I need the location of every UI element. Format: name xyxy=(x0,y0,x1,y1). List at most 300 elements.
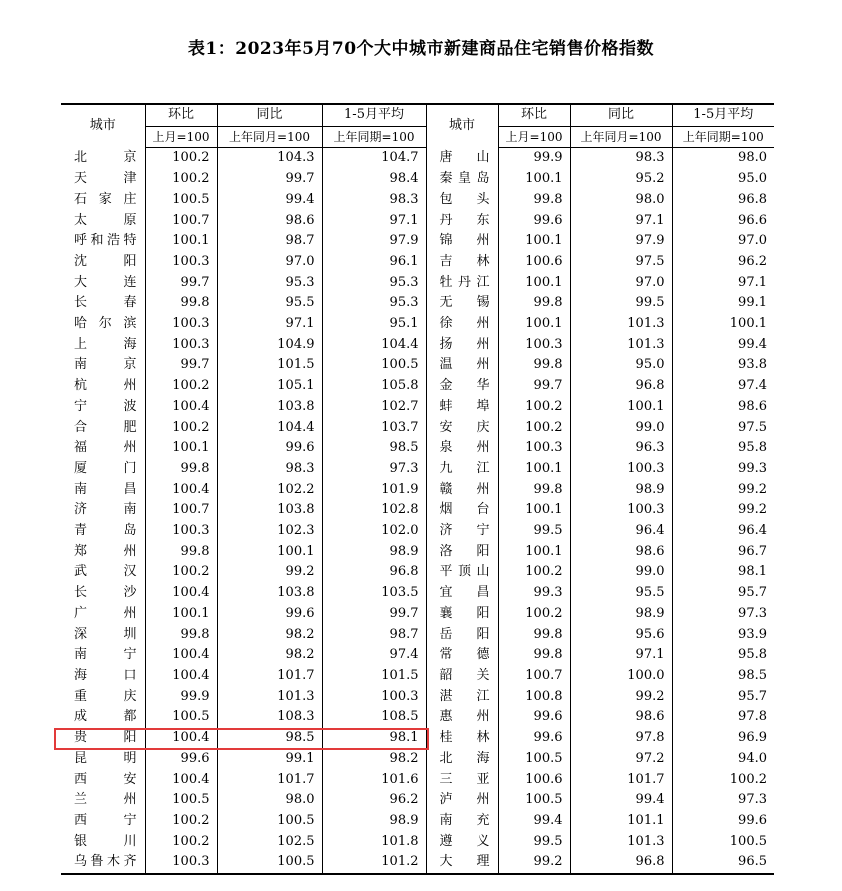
cell-mom: 99.6 xyxy=(498,728,570,749)
cell-avg: 97.3 xyxy=(672,790,774,811)
cell-yoy: 102.5 xyxy=(217,832,322,853)
header-yoy: 同比 xyxy=(217,104,322,126)
cell-mom: 99.7 xyxy=(498,376,570,397)
cell-city: 大理 xyxy=(426,852,498,874)
cell-mom: 100.3 xyxy=(145,521,217,542)
cell-avg: 105.8 xyxy=(322,376,426,397)
cell-city: 兰州 xyxy=(74,792,137,808)
cell-yoy: 96.8 xyxy=(570,376,672,397)
subheader-yoy: 上年同月=100 xyxy=(217,126,322,148)
cell-mom: 100.5 xyxy=(498,749,570,770)
cell-city: 北海 xyxy=(426,749,498,770)
cell-mom: 100.2 xyxy=(498,397,570,418)
cell-avg: 101.6 xyxy=(322,770,426,791)
cell-yoy: 103.8 xyxy=(217,500,322,521)
cell-mom: 100.2 xyxy=(145,376,217,397)
cell-avg: 101.8 xyxy=(322,832,426,853)
cell-yoy: 100.5 xyxy=(217,852,322,874)
table-row xyxy=(61,500,774,521)
cell-mom: 100.2 xyxy=(145,811,217,832)
table-row xyxy=(61,397,774,418)
cell-yoy: 99.5 xyxy=(570,293,672,314)
cell-avg: 95.3 xyxy=(322,273,426,294)
cell-avg: 95.1 xyxy=(322,314,426,335)
table-row xyxy=(61,583,774,604)
table-row xyxy=(61,169,774,190)
cell-yoy: 99.7 xyxy=(217,169,322,190)
cell-yoy: 100.0 xyxy=(570,666,672,687)
cell-mom: 100.1 xyxy=(498,273,570,294)
cell-mom: 99.8 xyxy=(145,293,217,314)
cell-city: 金华 xyxy=(426,376,498,397)
cell-avg: 97.3 xyxy=(672,604,774,625)
cell-avg: 97.4 xyxy=(672,376,774,397)
price-index-table xyxy=(61,103,774,875)
cell-avg: 95.0 xyxy=(672,169,774,190)
cell-city: 长沙 xyxy=(74,585,137,601)
cell-mom: 100.1 xyxy=(145,604,217,625)
cell-mom: 100.3 xyxy=(145,335,217,356)
cell-avg: 98.0 xyxy=(672,148,774,169)
cell-mom: 99.9 xyxy=(498,148,570,169)
cell-yoy: 101.7 xyxy=(217,770,322,791)
cell-yoy: 101.7 xyxy=(570,770,672,791)
cell-city: 银川 xyxy=(74,833,137,849)
cell-yoy: 97.0 xyxy=(217,252,322,273)
cell-city: 九江 xyxy=(426,459,498,480)
cell-avg: 98.5 xyxy=(322,438,426,459)
cell-city: 昆明 xyxy=(74,750,137,766)
cell-yoy: 98.6 xyxy=(570,707,672,728)
cell-yoy: 97.0 xyxy=(570,273,672,294)
cell-mom: 100.3 xyxy=(498,335,570,356)
table-row xyxy=(61,252,774,273)
cell-city: 海口 xyxy=(74,667,137,683)
cell-mom: 100.2 xyxy=(145,169,217,190)
cell-avg: 96.5 xyxy=(672,852,774,874)
cell-yoy: 98.0 xyxy=(217,790,322,811)
cell-mom: 100.5 xyxy=(145,707,217,728)
cell-avg: 98.3 xyxy=(322,190,426,211)
cell-city: 惠州 xyxy=(426,707,498,728)
cell-yoy: 98.6 xyxy=(570,542,672,563)
cell-yoy: 99.6 xyxy=(217,604,322,625)
cell-avg: 98.1 xyxy=(322,728,426,749)
table-row xyxy=(61,273,774,294)
cell-city: 温州 xyxy=(426,355,498,376)
cell-city: 长春 xyxy=(74,295,137,311)
cell-avg: 95.8 xyxy=(672,438,774,459)
table-row xyxy=(61,645,774,666)
cell-mom: 100.8 xyxy=(498,687,570,708)
cell-yoy: 97.1 xyxy=(217,314,322,335)
cell-yoy: 95.0 xyxy=(570,355,672,376)
cell-mom: 99.6 xyxy=(498,707,570,728)
cell-city: 青岛 xyxy=(74,523,137,539)
cell-city: 安庆 xyxy=(426,418,498,439)
cell-mom: 100.6 xyxy=(498,252,570,273)
cell-mom: 100.7 xyxy=(145,211,217,232)
cell-mom: 100.5 xyxy=(145,190,217,211)
cell-yoy: 101.3 xyxy=(570,314,672,335)
cell-avg: 96.4 xyxy=(672,521,774,542)
cell-yoy: 100.3 xyxy=(570,500,672,521)
table-row xyxy=(61,480,774,501)
cell-avg: 96.8 xyxy=(322,562,426,583)
cell-mom: 100.4 xyxy=(145,583,217,604)
table-row xyxy=(61,459,774,480)
cell-avg: 96.2 xyxy=(672,252,774,273)
cell-mom: 99.8 xyxy=(145,625,217,646)
cell-avg: 98.7 xyxy=(322,625,426,646)
cell-yoy: 100.1 xyxy=(570,397,672,418)
table-body xyxy=(61,148,774,874)
cell-yoy: 103.8 xyxy=(217,583,322,604)
cell-city: 宜昌 xyxy=(426,583,498,604)
cell-yoy: 97.1 xyxy=(570,645,672,666)
cell-avg: 99.1 xyxy=(672,293,774,314)
cell-yoy: 98.5 xyxy=(217,728,322,749)
cell-yoy: 99.0 xyxy=(570,418,672,439)
cell-city: 广州 xyxy=(74,605,137,621)
cell-avg: 97.4 xyxy=(322,645,426,666)
cell-city: 深圳 xyxy=(74,626,137,642)
table-row xyxy=(61,376,774,397)
table-row xyxy=(61,438,774,459)
cell-city: 贵阳 xyxy=(74,730,137,746)
cell-mom: 100.4 xyxy=(145,728,217,749)
cell-avg: 104.7 xyxy=(322,148,426,169)
cell-mom: 100.1 xyxy=(145,438,217,459)
cell-avg: 97.3 xyxy=(322,459,426,480)
cell-city: 锦州 xyxy=(426,231,498,252)
cell-city: 扬州 xyxy=(426,335,498,356)
cell-yoy: 100.1 xyxy=(217,542,322,563)
cell-city: 蚌埠 xyxy=(426,397,498,418)
cell-avg: 95.3 xyxy=(322,293,426,314)
cell-yoy: 103.8 xyxy=(217,397,322,418)
cell-yoy: 95.5 xyxy=(570,583,672,604)
cell-city: 成都 xyxy=(74,709,137,725)
cell-city: 烟台 xyxy=(426,500,498,521)
cell-yoy: 98.9 xyxy=(570,480,672,501)
cell-avg: 96.7 xyxy=(672,542,774,563)
subheader-mom: 上月=100 xyxy=(498,126,570,148)
cell-yoy: 98.7 xyxy=(217,231,322,252)
header-city: 城市 xyxy=(426,104,498,148)
cell-mom: 100.7 xyxy=(145,500,217,521)
table-row xyxy=(61,687,774,708)
cell-city: 北京 xyxy=(74,150,137,166)
cell-yoy: 97.2 xyxy=(570,749,672,770)
cell-yoy: 98.6 xyxy=(217,211,322,232)
table-row xyxy=(61,728,774,749)
cell-avg: 99.3 xyxy=(672,459,774,480)
cell-avg: 103.5 xyxy=(322,583,426,604)
cell-mom: 100.2 xyxy=(498,418,570,439)
cell-mom: 100.3 xyxy=(145,852,217,874)
header-mom: 环比 xyxy=(498,104,570,126)
cell-city: 济宁 xyxy=(426,521,498,542)
cell-mom: 99.3 xyxy=(498,583,570,604)
cell-city: 石家庄 xyxy=(74,191,137,207)
cell-avg: 102.0 xyxy=(322,521,426,542)
cell-yoy: 95.6 xyxy=(570,625,672,646)
header-avg: 1-5月平均 xyxy=(322,104,426,126)
cell-city: 赣州 xyxy=(426,480,498,501)
cell-mom: 99.8 xyxy=(498,480,570,501)
cell-yoy: 108.3 xyxy=(217,707,322,728)
cell-mom: 99.8 xyxy=(498,355,570,376)
header-yoy: 同比 xyxy=(570,104,672,126)
cell-avg: 94.0 xyxy=(672,749,774,770)
table-row xyxy=(61,666,774,687)
cell-avg: 100.5 xyxy=(322,355,426,376)
cell-mom: 100.1 xyxy=(498,500,570,521)
table-row xyxy=(61,562,774,583)
cell-avg: 97.0 xyxy=(672,231,774,252)
cell-city: 丹东 xyxy=(426,211,498,232)
cell-yoy: 95.2 xyxy=(570,169,672,190)
table-title: 表1：2023年5月70个大中城市新建商品住宅销售价格指数 xyxy=(187,39,655,59)
subheader-avg: 上年同期=100 xyxy=(322,126,426,148)
cell-avg: 98.1 xyxy=(672,562,774,583)
cell-yoy: 99.4 xyxy=(217,190,322,211)
cell-city: 唐山 xyxy=(426,148,498,169)
cell-mom: 99.2 xyxy=(498,852,570,874)
cell-mom: 99.4 xyxy=(498,811,570,832)
cell-yoy: 97.9 xyxy=(570,231,672,252)
cell-mom: 99.8 xyxy=(145,459,217,480)
cell-yoy: 97.1 xyxy=(570,211,672,232)
cell-city: 包头 xyxy=(426,190,498,211)
cell-avg: 99.2 xyxy=(672,480,774,501)
cell-mom: 100.2 xyxy=(145,148,217,169)
cell-avg: 99.2 xyxy=(672,500,774,521)
cell-city: 韶关 xyxy=(426,666,498,687)
cell-avg: 101.5 xyxy=(322,666,426,687)
cell-avg: 99.7 xyxy=(322,604,426,625)
cell-mom: 99.7 xyxy=(145,273,217,294)
cell-city: 岳阳 xyxy=(426,625,498,646)
cell-city: 襄阳 xyxy=(426,604,498,625)
cell-mom: 100.1 xyxy=(498,231,570,252)
cell-city: 郑州 xyxy=(74,543,137,559)
table-row xyxy=(61,811,774,832)
cell-avg: 100.2 xyxy=(672,770,774,791)
cell-avg: 96.9 xyxy=(672,728,774,749)
table-row xyxy=(61,770,774,791)
cell-yoy: 100.5 xyxy=(217,811,322,832)
cell-yoy: 102.3 xyxy=(217,521,322,542)
cell-avg: 100.3 xyxy=(322,687,426,708)
cell-mom: 100.3 xyxy=(145,314,217,335)
table-row xyxy=(61,604,774,625)
header-mom: 环比 xyxy=(145,104,217,126)
cell-city: 吉林 xyxy=(426,252,498,273)
cell-city: 南充 xyxy=(426,811,498,832)
cell-avg: 98.9 xyxy=(322,811,426,832)
cell-yoy: 104.4 xyxy=(217,418,322,439)
cell-yoy: 98.3 xyxy=(217,459,322,480)
cell-mom: 99.8 xyxy=(498,293,570,314)
table-row xyxy=(61,190,774,211)
cell-avg: 95.8 xyxy=(672,645,774,666)
cell-yoy: 101.1 xyxy=(570,811,672,832)
cell-avg: 96.2 xyxy=(322,790,426,811)
cell-yoy: 95.5 xyxy=(217,293,322,314)
cell-avg: 98.4 xyxy=(322,169,426,190)
cell-avg: 99.4 xyxy=(672,335,774,356)
cell-city: 泸州 xyxy=(426,790,498,811)
cell-avg: 97.5 xyxy=(672,418,774,439)
cell-yoy: 101.5 xyxy=(217,355,322,376)
cell-mom: 99.8 xyxy=(498,645,570,666)
cell-city: 南昌 xyxy=(74,481,137,497)
cell-avg: 100.5 xyxy=(672,832,774,853)
cell-yoy: 101.3 xyxy=(217,687,322,708)
cell-avg: 103.7 xyxy=(322,418,426,439)
cell-yoy: 101.3 xyxy=(570,335,672,356)
table-row xyxy=(61,314,774,335)
cell-avg: 98.2 xyxy=(322,749,426,770)
cell-yoy: 99.4 xyxy=(570,790,672,811)
cell-avg: 97.1 xyxy=(672,273,774,294)
cell-city: 南京 xyxy=(74,357,137,373)
table-row xyxy=(61,852,774,874)
cell-mom: 100.2 xyxy=(145,418,217,439)
cell-avg: 102.7 xyxy=(322,397,426,418)
cell-yoy: 98.2 xyxy=(217,645,322,666)
cell-yoy: 98.3 xyxy=(570,148,672,169)
cell-avg: 97.8 xyxy=(672,707,774,728)
cell-avg: 98.5 xyxy=(672,666,774,687)
cell-city: 遵义 xyxy=(426,832,498,853)
cell-city: 宁波 xyxy=(74,398,137,414)
cell-mom: 100.4 xyxy=(145,397,217,418)
cell-avg: 93.9 xyxy=(672,625,774,646)
cell-mom: 99.7 xyxy=(145,355,217,376)
cell-city: 牡丹江 xyxy=(426,273,498,294)
cell-city: 常德 xyxy=(426,645,498,666)
cell-yoy: 98.9 xyxy=(570,604,672,625)
cell-avg: 96.6 xyxy=(672,211,774,232)
cell-yoy: 96.4 xyxy=(570,521,672,542)
cell-mom: 99.5 xyxy=(498,832,570,853)
cell-mom: 100.4 xyxy=(145,770,217,791)
cell-yoy: 97.8 xyxy=(570,728,672,749)
cell-mom: 99.6 xyxy=(145,749,217,770)
table-row xyxy=(61,625,774,646)
cell-avg: 98.9 xyxy=(322,542,426,563)
cell-city: 洛阳 xyxy=(426,542,498,563)
cell-yoy: 99.2 xyxy=(217,562,322,583)
cell-city: 呼和浩特 xyxy=(74,233,137,249)
cell-city: 乌鲁木齐 xyxy=(61,852,145,874)
cell-city: 济南 xyxy=(74,502,137,518)
cell-avg: 96.8 xyxy=(672,190,774,211)
cell-avg: 97.9 xyxy=(322,231,426,252)
cell-yoy: 96.3 xyxy=(570,438,672,459)
table-row xyxy=(61,832,774,853)
cell-avg: 104.4 xyxy=(322,335,426,356)
cell-yoy: 99.6 xyxy=(217,438,322,459)
cell-mom: 100.1 xyxy=(498,542,570,563)
cell-mom: 100.3 xyxy=(145,252,217,273)
cell-mom: 99.5 xyxy=(498,521,570,542)
cell-mom: 100.1 xyxy=(145,231,217,252)
cell-mom: 100.3 xyxy=(498,438,570,459)
cell-city: 南宁 xyxy=(74,647,137,663)
cell-city: 太原 xyxy=(74,212,137,228)
cell-city: 重庆 xyxy=(74,688,137,704)
cell-avg: 101.9 xyxy=(322,480,426,501)
header-avg: 1-5月平均 xyxy=(672,104,774,126)
cell-city: 泉州 xyxy=(426,438,498,459)
cell-mom: 100.1 xyxy=(498,169,570,190)
cell-mom: 99.8 xyxy=(145,542,217,563)
cell-city: 秦皇岛 xyxy=(426,169,498,190)
cell-yoy: 102.2 xyxy=(217,480,322,501)
cell-city: 沈阳 xyxy=(74,253,137,269)
table-row xyxy=(61,231,774,252)
cell-avg: 101.2 xyxy=(322,852,426,874)
cell-city: 厦门 xyxy=(74,460,137,476)
cell-city: 大连 xyxy=(74,274,137,290)
cell-yoy: 105.1 xyxy=(217,376,322,397)
cell-city: 徐州 xyxy=(426,314,498,335)
cell-mom: 99.8 xyxy=(498,625,570,646)
cell-yoy: 97.5 xyxy=(570,252,672,273)
table-row xyxy=(61,707,774,728)
cell-mom: 100.4 xyxy=(145,666,217,687)
cell-city: 西宁 xyxy=(74,812,137,828)
cell-city: 湛江 xyxy=(426,687,498,708)
subheader-mom: 上月=100 xyxy=(145,126,217,148)
cell-mom: 100.5 xyxy=(498,790,570,811)
cell-mom: 100.2 xyxy=(498,604,570,625)
cell-avg: 95.7 xyxy=(672,687,774,708)
cell-city: 平顶山 xyxy=(426,562,498,583)
cell-city: 哈尔滨 xyxy=(74,316,137,332)
cell-city: 武汉 xyxy=(74,564,137,580)
table-row xyxy=(61,790,774,811)
cell-mom: 100.6 xyxy=(498,770,570,791)
table-row xyxy=(61,148,774,169)
subheader-yoy: 上年同月=100 xyxy=(570,126,672,148)
cell-mom: 100.2 xyxy=(145,832,217,853)
cell-city: 上海 xyxy=(74,336,137,352)
cell-mom: 100.2 xyxy=(145,562,217,583)
table-row xyxy=(61,355,774,376)
table-row xyxy=(61,211,774,232)
cell-avg: 108.5 xyxy=(322,707,426,728)
cell-mom: 100.4 xyxy=(145,645,217,666)
cell-avg: 98.6 xyxy=(672,397,774,418)
cell-city: 无锡 xyxy=(426,293,498,314)
cell-yoy: 98.0 xyxy=(570,190,672,211)
cell-yoy: 99.1 xyxy=(217,749,322,770)
header-city: 城市 xyxy=(61,104,145,148)
cell-avg: 97.1 xyxy=(322,211,426,232)
cell-avg: 93.8 xyxy=(672,355,774,376)
cell-mom: 100.4 xyxy=(145,480,217,501)
cell-mom: 99.8 xyxy=(498,190,570,211)
table-row xyxy=(61,749,774,770)
cell-yoy: 95.3 xyxy=(217,273,322,294)
table-row xyxy=(61,521,774,542)
cell-yoy: 104.9 xyxy=(217,335,322,356)
